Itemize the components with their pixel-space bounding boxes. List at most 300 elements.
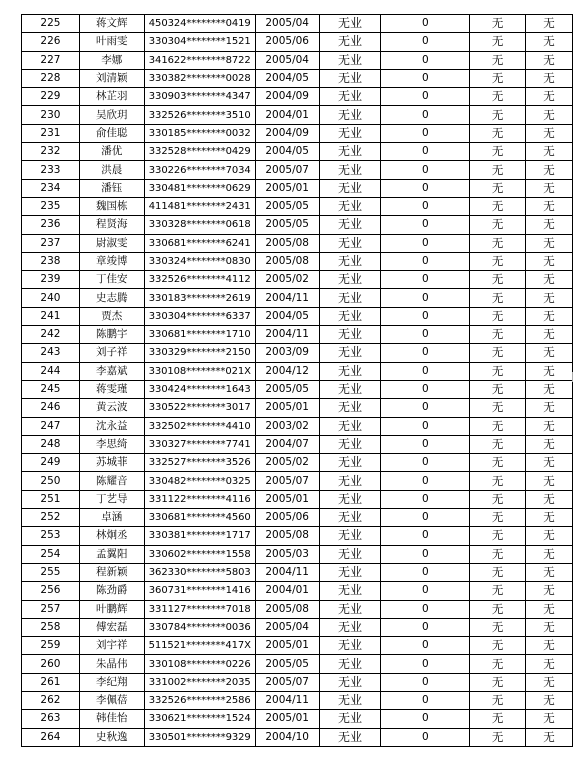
row-number-cell: 227 xyxy=(22,51,80,69)
income-cell: 0 xyxy=(381,417,470,435)
table-row xyxy=(22,673,573,691)
occupation-cell: 无业 xyxy=(319,344,381,362)
id-number-cell: 332526********4112 xyxy=(144,271,255,289)
flag-cell-a: 无 xyxy=(470,417,526,435)
name-cell: 潘优 xyxy=(79,143,144,161)
occupation-cell: 无业 xyxy=(319,124,381,142)
birth-date-cell: 2004/10 xyxy=(255,728,319,746)
flag-cell-b: 无 xyxy=(526,691,573,709)
row-number-cell: 259 xyxy=(22,637,80,655)
flag-cell-b: 无 xyxy=(526,326,573,344)
row-number-cell: 260 xyxy=(22,655,80,673)
birth-date-cell: 2004/01 xyxy=(255,582,319,600)
id-number-cell: 330382********0028 xyxy=(144,69,255,87)
birth-date-cell: 2004/05 xyxy=(255,307,319,325)
table-row xyxy=(22,326,573,344)
row-number-cell: 263 xyxy=(22,710,80,728)
name-cell: 潘钰 xyxy=(79,179,144,197)
table-row xyxy=(22,197,573,215)
row-number-cell: 256 xyxy=(22,582,80,600)
income-cell: 0 xyxy=(381,216,470,234)
occupation-cell: 无业 xyxy=(319,88,381,106)
flag-cell-a: 无 xyxy=(470,435,526,453)
row-number-cell: 261 xyxy=(22,673,80,691)
occupation-cell: 无业 xyxy=(319,15,381,33)
table-row xyxy=(22,271,573,289)
row-number-cell: 253 xyxy=(22,527,80,545)
row-number-cell: 241 xyxy=(22,307,80,325)
flag-cell-b: 无 xyxy=(526,435,573,453)
flag-cell-a: 无 xyxy=(470,618,526,636)
birth-date-cell: 2005/01 xyxy=(255,179,319,197)
flag-cell-a: 无 xyxy=(470,143,526,161)
birth-date-cell: 2004/09 xyxy=(255,88,319,106)
id-number-cell: 330903********4347 xyxy=(144,88,255,106)
occupation-cell: 无业 xyxy=(319,51,381,69)
id-number-cell: 330424********1643 xyxy=(144,380,255,398)
row-number-cell: 235 xyxy=(22,197,80,215)
table-row xyxy=(22,472,573,490)
row-number-cell: 264 xyxy=(22,728,80,746)
income-cell: 0 xyxy=(381,51,470,69)
id-number-cell: 330784********0036 xyxy=(144,618,255,636)
table-row xyxy=(22,106,573,124)
row-number-cell: 248 xyxy=(22,435,80,453)
income-cell: 0 xyxy=(381,15,470,33)
table-row xyxy=(22,454,573,472)
table-row xyxy=(22,216,573,234)
birth-date-cell: 2005/04 xyxy=(255,618,319,636)
income-cell: 0 xyxy=(381,454,470,472)
flag-cell-b: 无 xyxy=(526,161,573,179)
flag-cell-b: 无 xyxy=(526,563,573,581)
flag-cell-a: 无 xyxy=(470,179,526,197)
birth-date-cell: 2005/08 xyxy=(255,527,319,545)
flag-cell-a: 无 xyxy=(470,637,526,655)
flag-cell-b: 无 xyxy=(526,417,573,435)
income-cell: 0 xyxy=(381,637,470,655)
record-table xyxy=(21,14,573,747)
table-row xyxy=(22,88,573,106)
table-row xyxy=(22,417,573,435)
row-number-cell: 239 xyxy=(22,271,80,289)
income-cell: 0 xyxy=(381,435,470,453)
id-number-cell: 330621********1524 xyxy=(144,710,255,728)
occupation-cell: 无业 xyxy=(319,307,381,325)
id-number-cell: 330108********0226 xyxy=(144,655,255,673)
id-number-cell: 411481********2431 xyxy=(144,197,255,215)
table-row xyxy=(22,252,573,270)
birth-date-cell: 2005/04 xyxy=(255,51,319,69)
birth-date-cell: 2005/05 xyxy=(255,197,319,215)
row-number-cell: 230 xyxy=(22,106,80,124)
id-number-cell: 331122********4116 xyxy=(144,490,255,508)
flag-cell-b: 无 xyxy=(526,728,573,746)
flag-cell-b: 无 xyxy=(526,600,573,618)
row-number-cell: 247 xyxy=(22,417,80,435)
birth-date-cell: 2005/06 xyxy=(255,33,319,51)
birth-date-cell: 2005/01 xyxy=(255,710,319,728)
income-cell: 0 xyxy=(381,618,470,636)
birth-date-cell: 2005/01 xyxy=(255,490,319,508)
birth-date-cell: 2003/09 xyxy=(255,344,319,362)
flag-cell-b: 无 xyxy=(526,509,573,527)
flag-cell-b: 无 xyxy=(526,51,573,69)
name-cell: 洪晨 xyxy=(79,161,144,179)
name-cell: 魏国栋 xyxy=(79,197,144,215)
flag-cell-a: 无 xyxy=(470,454,526,472)
id-number-cell: 331002********2035 xyxy=(144,673,255,691)
id-number-cell: 330501********9329 xyxy=(144,728,255,746)
flag-cell-a: 无 xyxy=(470,216,526,234)
flag-cell-b: 无 xyxy=(526,454,573,472)
row-number-cell: 233 xyxy=(22,161,80,179)
table-row xyxy=(22,435,573,453)
occupation-cell: 无业 xyxy=(319,216,381,234)
id-number-cell: 330183********2619 xyxy=(144,289,255,307)
flag-cell-a: 无 xyxy=(470,563,526,581)
flag-cell-a: 无 xyxy=(470,252,526,270)
id-number-cell: 330304********1521 xyxy=(144,33,255,51)
name-cell: 沈永益 xyxy=(79,417,144,435)
name-cell: 林炯丞 xyxy=(79,527,144,545)
record-table-body xyxy=(22,15,573,747)
id-number-cell: 330681********6241 xyxy=(144,234,255,252)
flag-cell-b: 无 xyxy=(526,143,573,161)
flag-cell-a: 无 xyxy=(470,161,526,179)
id-number-cell: 511521********417X xyxy=(144,637,255,655)
occupation-cell: 无业 xyxy=(319,472,381,490)
flag-cell-b: 无 xyxy=(526,472,573,490)
id-number-cell: 331127********7018 xyxy=(144,600,255,618)
flag-cell-a: 无 xyxy=(470,106,526,124)
occupation-cell: 无业 xyxy=(319,490,381,508)
table-row xyxy=(22,618,573,636)
table-row xyxy=(22,728,573,746)
flag-cell-b: 无 xyxy=(526,69,573,87)
occupation-cell: 无业 xyxy=(319,527,381,545)
occupation-cell: 无业 xyxy=(319,289,381,307)
birth-date-cell: 2004/12 xyxy=(255,362,319,380)
row-number-cell: 246 xyxy=(22,399,80,417)
name-cell: 叶雨雯 xyxy=(79,33,144,51)
name-cell: 李佩蓓 xyxy=(79,691,144,709)
row-number-cell: 245 xyxy=(22,380,80,398)
income-cell: 0 xyxy=(381,197,470,215)
name-cell: 韩佳怡 xyxy=(79,710,144,728)
name-cell: 丁艺导 xyxy=(79,490,144,508)
income-cell: 0 xyxy=(381,380,470,398)
birth-date-cell: 2005/08 xyxy=(255,252,319,270)
row-number-cell: 254 xyxy=(22,545,80,563)
name-cell: 陈劲爵 xyxy=(79,582,144,600)
occupation-cell: 无业 xyxy=(319,380,381,398)
name-cell: 卓涵 xyxy=(79,509,144,527)
birth-date-cell: 2005/05 xyxy=(255,380,319,398)
name-cell: 刘子祥 xyxy=(79,344,144,362)
name-cell: 章竣博 xyxy=(79,252,144,270)
income-cell: 0 xyxy=(381,252,470,270)
table-row xyxy=(22,710,573,728)
flag-cell-a: 无 xyxy=(470,271,526,289)
id-number-cell: 330481********0629 xyxy=(144,179,255,197)
occupation-cell: 无业 xyxy=(319,454,381,472)
name-cell: 傅宏磊 xyxy=(79,618,144,636)
flag-cell-b: 无 xyxy=(526,307,573,325)
income-cell: 0 xyxy=(381,326,470,344)
id-number-cell: 341622********8722 xyxy=(144,51,255,69)
flag-cell-a: 无 xyxy=(470,51,526,69)
row-number-cell: 237 xyxy=(22,234,80,252)
income-cell: 0 xyxy=(381,106,470,124)
flag-cell-b: 无 xyxy=(526,380,573,398)
occupation-cell: 无业 xyxy=(319,655,381,673)
flag-cell-a: 无 xyxy=(470,673,526,691)
table-row xyxy=(22,582,573,600)
id-number-cell: 330304********6337 xyxy=(144,307,255,325)
income-cell: 0 xyxy=(381,143,470,161)
name-cell: 史志腾 xyxy=(79,289,144,307)
row-number-cell: 252 xyxy=(22,509,80,527)
birth-date-cell: 2005/02 xyxy=(255,454,319,472)
flag-cell-a: 无 xyxy=(470,88,526,106)
name-cell: 刘宇祥 xyxy=(79,637,144,655)
flag-cell-b: 无 xyxy=(526,234,573,252)
flag-cell-b: 无 xyxy=(526,655,573,673)
row-number-cell: 244 xyxy=(22,362,80,380)
income-cell: 0 xyxy=(381,289,470,307)
row-number-cell: 257 xyxy=(22,600,80,618)
birth-date-cell: 2005/04 xyxy=(255,15,319,33)
income-cell: 0 xyxy=(381,362,470,380)
table-row xyxy=(22,399,573,417)
birth-date-cell: 2004/05 xyxy=(255,69,319,87)
income-cell: 0 xyxy=(381,344,470,362)
income-cell: 0 xyxy=(381,69,470,87)
id-number-cell: 330681********1710 xyxy=(144,326,255,344)
record-table-container xyxy=(21,14,573,747)
row-number-cell: 251 xyxy=(22,490,80,508)
occupation-cell: 无业 xyxy=(319,509,381,527)
flag-cell-a: 无 xyxy=(470,362,526,380)
occupation-cell: 无业 xyxy=(319,545,381,563)
occupation-cell: 无业 xyxy=(319,161,381,179)
flag-cell-a: 无 xyxy=(470,33,526,51)
income-cell: 0 xyxy=(381,234,470,252)
flag-cell-b: 无 xyxy=(526,582,573,600)
table-row xyxy=(22,124,573,142)
flag-cell-b: 无 xyxy=(526,216,573,234)
flag-cell-b: 无 xyxy=(526,673,573,691)
id-number-cell: 332528********0429 xyxy=(144,143,255,161)
flag-cell-a: 无 xyxy=(470,728,526,746)
income-cell: 0 xyxy=(381,655,470,673)
row-number-cell: 236 xyxy=(22,216,80,234)
flag-cell-a: 无 xyxy=(470,380,526,398)
birth-date-cell: 2004/11 xyxy=(255,691,319,709)
flag-cell-a: 无 xyxy=(470,527,526,545)
flag-cell-b: 无 xyxy=(526,15,573,33)
birth-date-cell: 2005/05 xyxy=(255,655,319,673)
flag-cell-a: 无 xyxy=(470,509,526,527)
id-number-cell: 330327********7741 xyxy=(144,435,255,453)
occupation-cell: 无业 xyxy=(319,234,381,252)
row-number-cell: 229 xyxy=(22,88,80,106)
row-number-cell: 243 xyxy=(22,344,80,362)
flag-cell-b: 无 xyxy=(526,33,573,51)
birth-date-cell: 2004/07 xyxy=(255,435,319,453)
income-cell: 0 xyxy=(381,399,470,417)
income-cell: 0 xyxy=(381,33,470,51)
birth-date-cell: 2005/03 xyxy=(255,545,319,563)
birth-date-cell: 2005/07 xyxy=(255,673,319,691)
name-cell: 吴欣玥 xyxy=(79,106,144,124)
id-number-cell: 330328********0618 xyxy=(144,216,255,234)
flag-cell-a: 无 xyxy=(470,472,526,490)
income-cell: 0 xyxy=(381,179,470,197)
birth-date-cell: 2005/08 xyxy=(255,600,319,618)
income-cell: 0 xyxy=(381,490,470,508)
flag-cell-a: 无 xyxy=(470,582,526,600)
id-number-cell: 330185********0032 xyxy=(144,124,255,142)
birth-date-cell: 2005/05 xyxy=(255,216,319,234)
flag-cell-a: 无 xyxy=(470,655,526,673)
row-number-cell: 258 xyxy=(22,618,80,636)
id-number-cell: 332526********3510 xyxy=(144,106,255,124)
occupation-cell: 无业 xyxy=(319,252,381,270)
id-number-cell: 362330********5803 xyxy=(144,563,255,581)
flag-cell-a: 无 xyxy=(470,69,526,87)
flag-cell-b: 无 xyxy=(526,124,573,142)
income-cell: 0 xyxy=(381,124,470,142)
income-cell: 0 xyxy=(381,271,470,289)
flag-cell-a: 无 xyxy=(470,600,526,618)
flag-cell-b: 无 xyxy=(526,399,573,417)
flag-cell-b: 无 xyxy=(526,344,573,362)
occupation-cell: 无业 xyxy=(319,33,381,51)
birth-date-cell: 2004/11 xyxy=(255,563,319,581)
birth-date-cell: 2004/09 xyxy=(255,124,319,142)
table-row xyxy=(22,143,573,161)
birth-date-cell: 2004/01 xyxy=(255,106,319,124)
birth-date-cell: 2005/06 xyxy=(255,509,319,527)
table-row xyxy=(22,15,573,33)
name-cell: 李纪翔 xyxy=(79,673,144,691)
id-number-cell: 330226********7034 xyxy=(144,161,255,179)
income-cell: 0 xyxy=(381,582,470,600)
id-number-cell: 450324********0419 xyxy=(144,15,255,33)
name-cell: 俞佳聪 xyxy=(79,124,144,142)
occupation-cell: 无业 xyxy=(319,271,381,289)
income-cell: 0 xyxy=(381,691,470,709)
name-cell: 李嘉斌 xyxy=(79,362,144,380)
table-row xyxy=(22,509,573,527)
flag-cell-a: 无 xyxy=(470,197,526,215)
income-cell: 0 xyxy=(381,527,470,545)
table-row xyxy=(22,380,573,398)
flag-cell-b: 无 xyxy=(526,618,573,636)
table-row xyxy=(22,69,573,87)
flag-cell-b: 无 xyxy=(526,289,573,307)
name-cell: 陈耀音 xyxy=(79,472,144,490)
table-row xyxy=(22,490,573,508)
name-cell: 叶鹏辉 xyxy=(79,600,144,618)
occupation-cell: 无业 xyxy=(319,563,381,581)
birth-date-cell: 2005/07 xyxy=(255,161,319,179)
occupation-cell: 无业 xyxy=(319,728,381,746)
flag-cell-b: 无 xyxy=(526,197,573,215)
table-row xyxy=(22,161,573,179)
flag-cell-a: 无 xyxy=(470,326,526,344)
income-cell: 0 xyxy=(381,710,470,728)
birth-date-cell: 2005/01 xyxy=(255,637,319,655)
income-cell: 0 xyxy=(381,161,470,179)
name-cell: 李思绮 xyxy=(79,435,144,453)
id-number-cell: 330602********1558 xyxy=(144,545,255,563)
occupation-cell: 无业 xyxy=(319,417,381,435)
id-number-cell: 330381********1717 xyxy=(144,527,255,545)
id-number-cell: 360731********1416 xyxy=(144,582,255,600)
flag-cell-a: 无 xyxy=(470,490,526,508)
id-number-cell: 330522********3017 xyxy=(144,399,255,417)
flag-cell-a: 无 xyxy=(470,234,526,252)
name-cell: 贾杰 xyxy=(79,307,144,325)
flag-cell-b: 无 xyxy=(526,490,573,508)
row-number-cell: 250 xyxy=(22,472,80,490)
occupation-cell: 无业 xyxy=(319,582,381,600)
name-cell: 程贤海 xyxy=(79,216,144,234)
row-number-cell: 249 xyxy=(22,454,80,472)
income-cell: 0 xyxy=(381,509,470,527)
birth-date-cell: 2005/08 xyxy=(255,234,319,252)
occupation-cell: 无业 xyxy=(319,179,381,197)
flag-cell-b: 无 xyxy=(526,271,573,289)
occupation-cell: 无业 xyxy=(319,399,381,417)
name-cell: 陈鹏宇 xyxy=(79,326,144,344)
flag-cell-b: 无 xyxy=(526,710,573,728)
name-cell: 苏城菲 xyxy=(79,454,144,472)
flag-cell-a: 无 xyxy=(470,545,526,563)
occupation-cell: 无业 xyxy=(319,673,381,691)
flag-cell-a: 无 xyxy=(470,710,526,728)
flag-cell-b: 无 xyxy=(526,252,573,270)
income-cell: 0 xyxy=(381,673,470,691)
name-cell: 朱晶伟 xyxy=(79,655,144,673)
name-cell: 程新颖 xyxy=(79,563,144,581)
flag-cell-a: 无 xyxy=(470,15,526,33)
id-number-cell: 330329********2150 xyxy=(144,344,255,362)
row-number-cell: 226 xyxy=(22,33,80,51)
table-row xyxy=(22,362,573,380)
income-cell: 0 xyxy=(381,88,470,106)
flag-cell-a: 无 xyxy=(470,399,526,417)
occupation-cell: 无业 xyxy=(319,362,381,380)
birth-date-cell: 2004/11 xyxy=(255,289,319,307)
income-cell: 0 xyxy=(381,545,470,563)
name-cell: 黄云波 xyxy=(79,399,144,417)
flag-cell-b: 无 xyxy=(526,362,573,380)
flag-cell-b: 无 xyxy=(526,527,573,545)
birth-date-cell: 2005/07 xyxy=(255,472,319,490)
occupation-cell: 无业 xyxy=(319,637,381,655)
id-number-cell: 332527********3526 xyxy=(144,454,255,472)
name-cell: 孟翼阳 xyxy=(79,545,144,563)
table-row xyxy=(22,234,573,252)
table-row xyxy=(22,344,573,362)
occupation-cell: 无业 xyxy=(319,69,381,87)
name-cell: 李娜 xyxy=(79,51,144,69)
birth-date-cell: 2005/01 xyxy=(255,399,319,417)
